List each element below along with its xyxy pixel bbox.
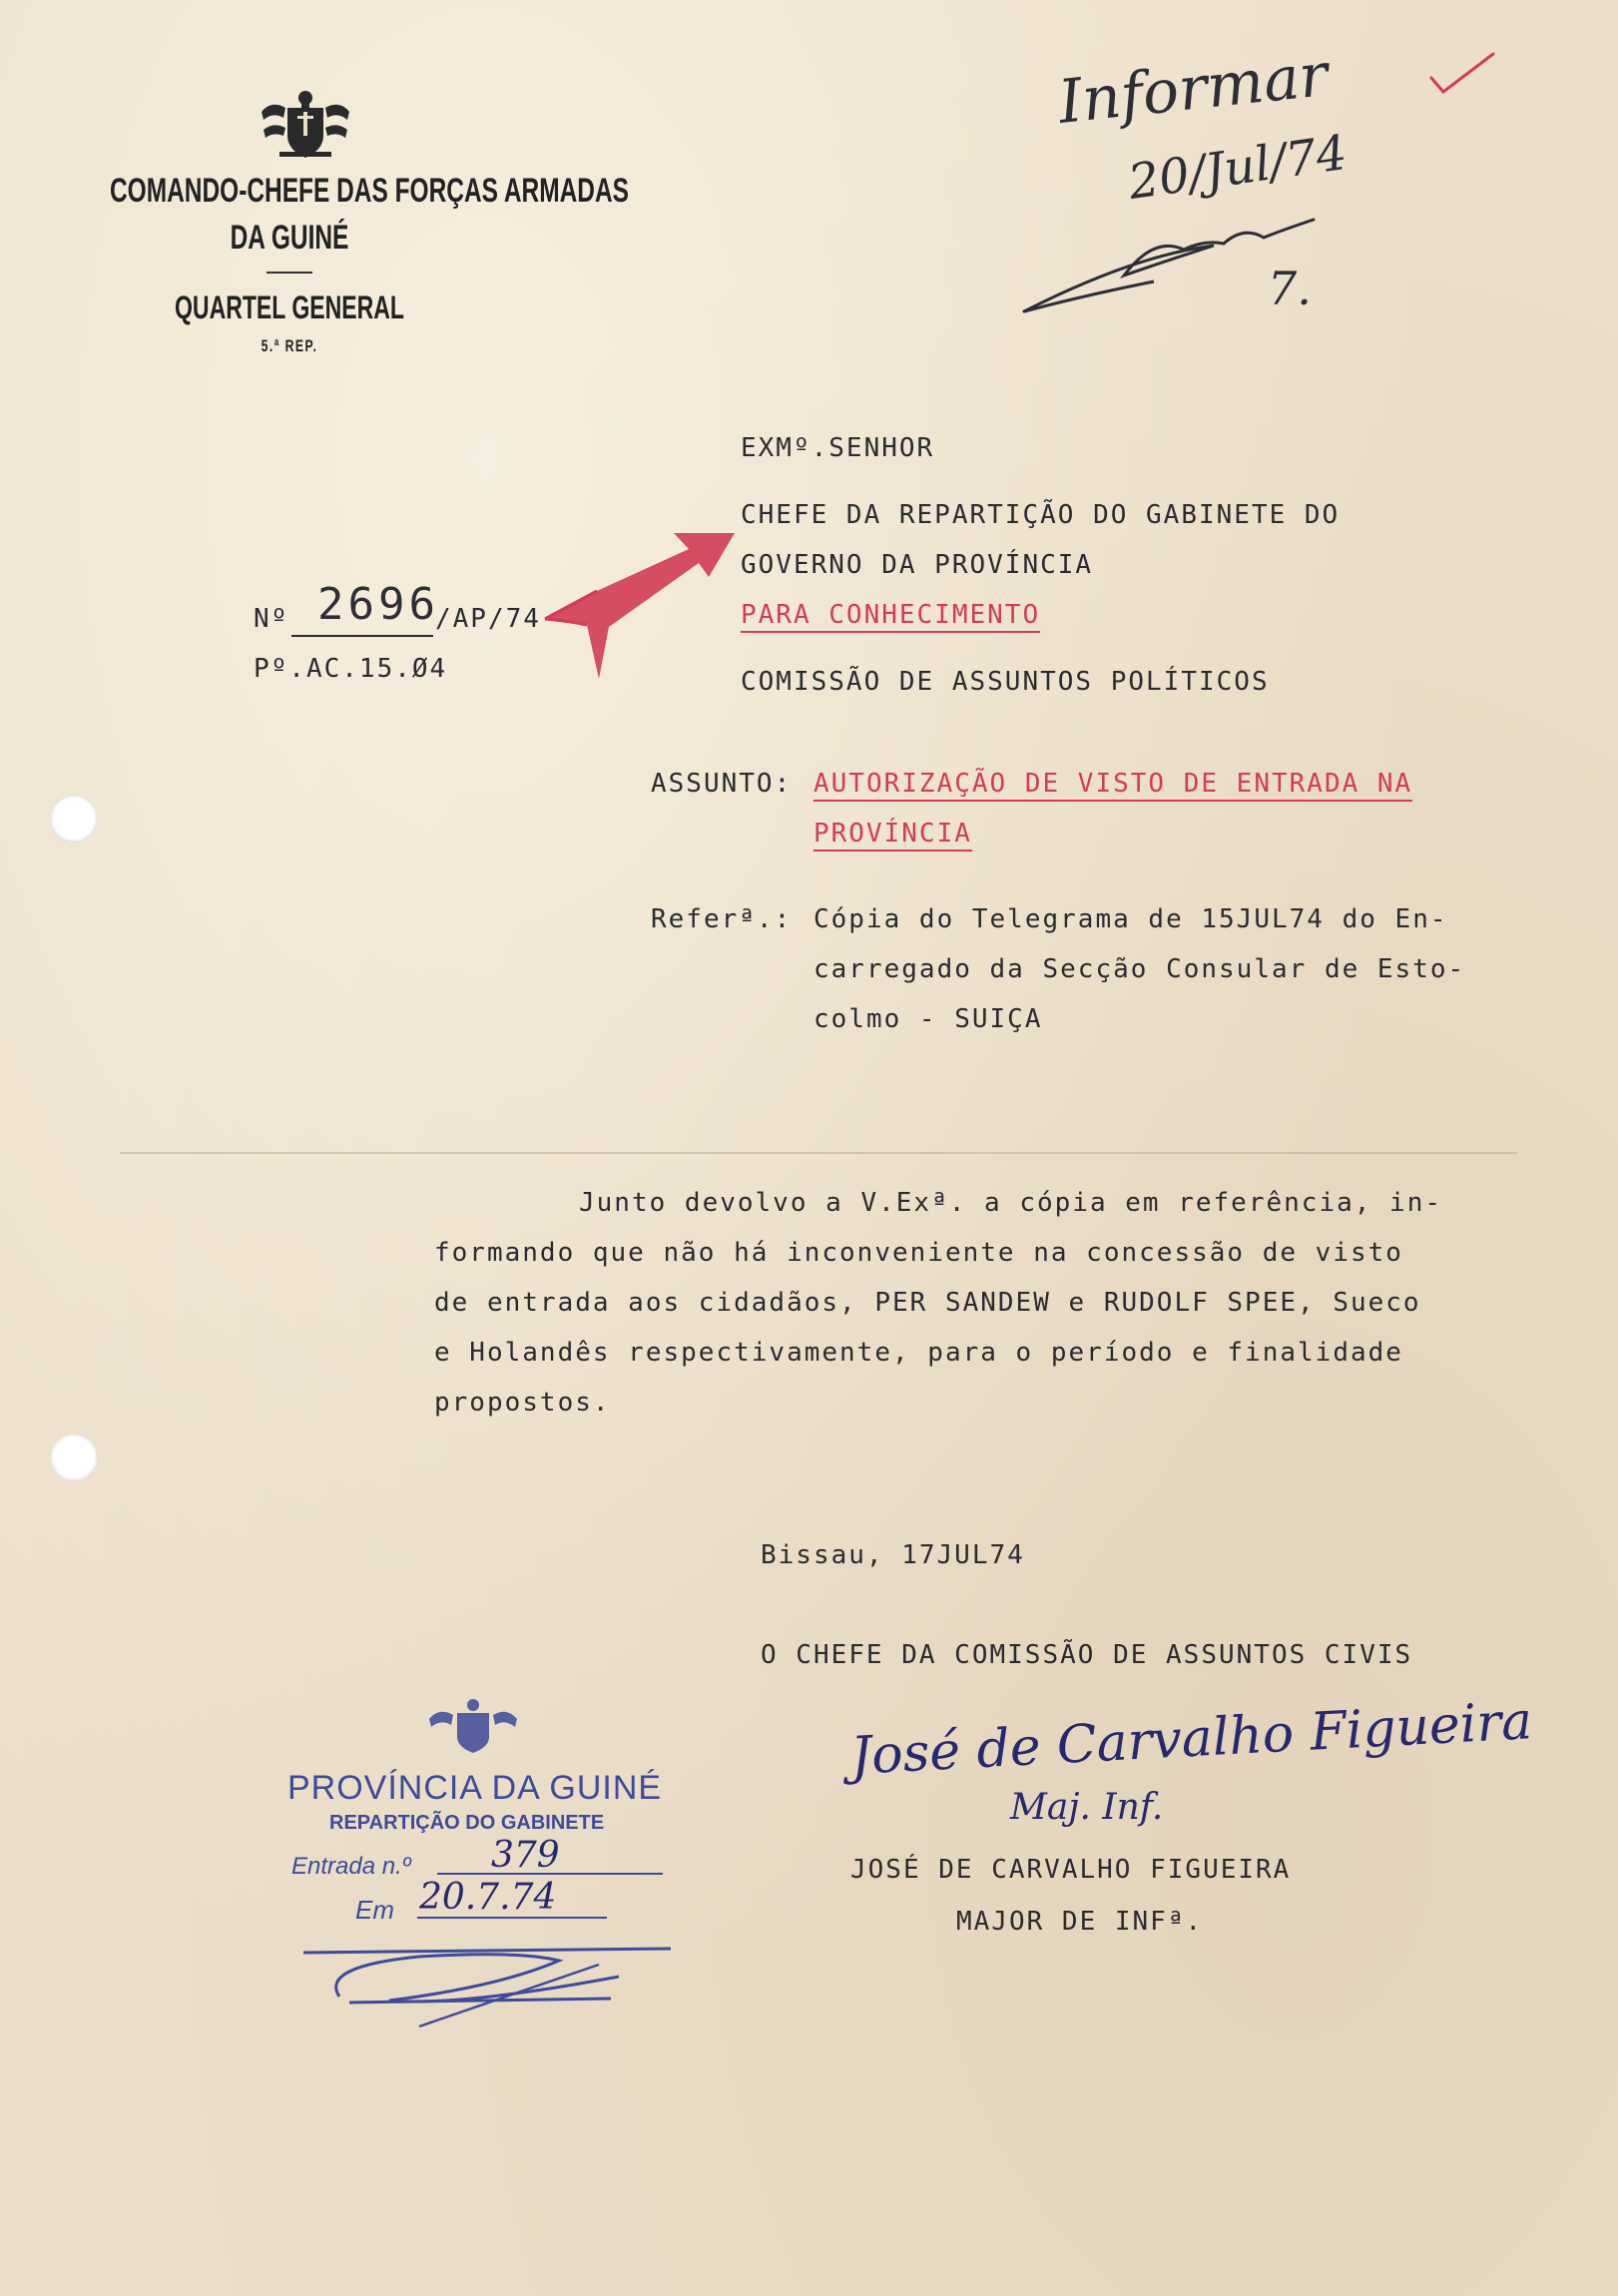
letterhead-org-line2: DA GUINÉ xyxy=(230,219,349,257)
refer-line3: colmo - SUIÇA xyxy=(813,1004,1043,1034)
letterhead-org-line1: COMANDO-CHEFE DAS FORÇAS ARMADAS xyxy=(110,172,629,210)
recipient-note: PARA CONHECIMENTO xyxy=(741,602,1040,633)
red-arrow-icon xyxy=(539,519,759,689)
subject-line2: PROVÍNCIA xyxy=(813,821,972,852)
reference-number-prefix: Nº xyxy=(254,604,289,634)
handwritten-initials-scribble-icon xyxy=(1014,216,1353,325)
punch-hole-top xyxy=(50,795,98,843)
stamp-rubric-scribble-icon xyxy=(299,1927,679,2036)
signature-rank: Maj. Inf. xyxy=(1010,1787,1164,1828)
signature: José de Carvalho Figueira xyxy=(848,1691,1534,1787)
stamp-emblem-icon xyxy=(425,1695,521,1759)
stamp-entry-label: Entrada n.º xyxy=(291,1853,411,1880)
letterhead-section: 5.ª REP. xyxy=(261,336,318,355)
recipient-line2: GOVERNO DA PROVÍNCIA xyxy=(741,550,1094,580)
fold-line xyxy=(120,1152,1517,1154)
body-line1: Junto devolvo a V.Exª. a cópia em referência, in- xyxy=(579,1188,1443,1218)
letterhead-unit: QUARTEL GENERAL xyxy=(175,289,404,325)
stamp-line2: REPARTIÇÃO DO GABINETE xyxy=(329,1812,605,1834)
handwritten-note-word: Informar xyxy=(1055,40,1332,138)
body-line2: formando que não há inconveniente na concessão de visto xyxy=(434,1238,1403,1268)
reference-number-underline xyxy=(291,635,433,637)
refer-line2: carregado da Secção Consular de Esto- xyxy=(813,954,1466,984)
closing-rank: MAJOR DE INFª. xyxy=(956,1907,1204,1937)
refer-label: Referª.: xyxy=(651,904,793,934)
recipient-salutation: EXMº.SENHOR xyxy=(741,433,935,463)
reference-process: Pº.AC.15.Ø4 xyxy=(254,654,448,684)
closing-title: O CHEFE DA COMISSÃO DE ASSUNTOS CIVIS xyxy=(761,1640,1413,1670)
stamp-line1: PROVÍNCIA DA GUINÉ xyxy=(287,1769,663,1807)
letterhead-divider xyxy=(267,272,312,274)
recipient-line3: COMISSÃO DE ASSUNTOS POLÍTICOS xyxy=(741,667,1270,697)
handwritten-note-initials: 7. xyxy=(1268,262,1312,315)
coat-of-arms-icon xyxy=(258,86,353,162)
subject-line1: AUTORIZAÇÃO DE VISTO DE ENTRADA NA xyxy=(813,771,1412,802)
body-line5: propostos. xyxy=(434,1388,611,1418)
punch-hole-bottom xyxy=(50,1434,98,1481)
stamp-date-label: Em xyxy=(355,1895,394,1925)
subject-label: ASSUNTO: xyxy=(651,769,793,799)
reference-number: 2696 xyxy=(317,579,439,630)
recipient-line1: CHEFE DA REPARTIÇÃO DO GABINETE DO xyxy=(741,500,1341,530)
body-line4: e Holandês respectivamente, para o período e finalidade xyxy=(434,1338,1403,1368)
stamp-date-value: 20.7.74 xyxy=(419,1877,557,1918)
reference-number-suffix: /AP/74 xyxy=(435,604,541,634)
closing-name: JOSÉ DE CARVALHO FIGUEIRA xyxy=(850,1855,1292,1885)
handwritten-note-date: 20/Jul/74 xyxy=(1125,124,1350,212)
body-line3: de entrada aos cidadãos, PER SANDEW e RUDOLF SPEE, Sueco xyxy=(434,1288,1421,1318)
letterhead xyxy=(40,172,629,356)
stamp-entry-value: 379 xyxy=(491,1835,560,1876)
refer-line1: Cópia do Telegrama de 15JUL74 do En- xyxy=(813,904,1448,934)
closing-place-date: Bissau, 17JUL74 xyxy=(761,1540,1025,1570)
red-check-mark-icon xyxy=(1427,48,1497,98)
